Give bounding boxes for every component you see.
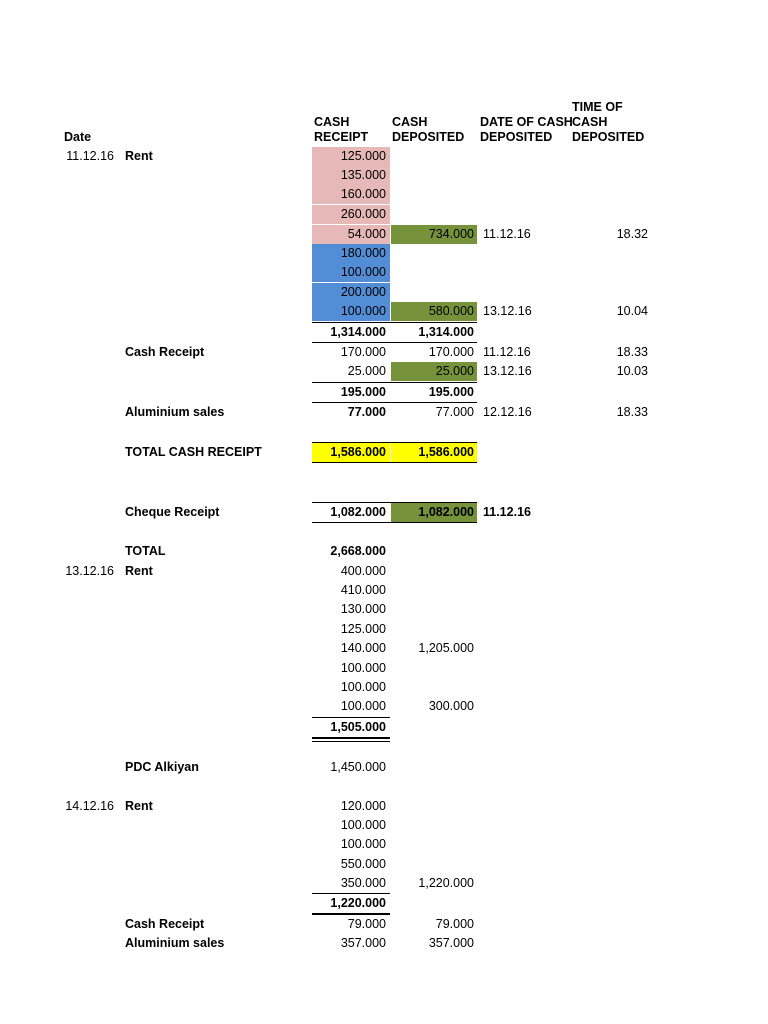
row-label: Rent: [125, 564, 153, 578]
total-top-line: [312, 442, 477, 443]
subtotal-top-line: [312, 382, 477, 383]
cash-deposited-cell: 1,220.000: [418, 876, 474, 890]
cash-receipt-cell: 1,586.000: [312, 443, 390, 462]
row-label: Cheque Receipt: [125, 505, 220, 519]
deposit-date-cell: 12.12.16: [483, 405, 532, 419]
deposit-time-cell: 18.33: [616, 405, 648, 419]
cash-receipt-cell: 260.000: [312, 205, 390, 224]
subtotal-top-line: [312, 322, 477, 323]
cash-receipt-cell: 25.000: [347, 364, 386, 378]
row-date: 13.12.16: [65, 564, 114, 578]
cash-receipt-cell: 100.000: [340, 680, 386, 694]
row-label: Aluminium sales: [125, 936, 225, 950]
cash-deposited-cell: 580.000: [391, 302, 477, 321]
cash-receipt-cell: 100.000: [340, 661, 386, 675]
deposit-time-cell: 10.03: [616, 364, 648, 378]
deposit-date-cell: 11.12.16: [483, 505, 531, 519]
cash-receipt-cell: 100.000: [312, 263, 390, 282]
cash-deposited-cell: 195.000: [428, 385, 474, 399]
cash-receipt-cell: 100.000: [340, 699, 386, 713]
header-date: Date: [64, 130, 92, 144]
cash-receipt-cell: 1,505.000: [330, 720, 386, 734]
cash-receipt-cell: 140.000: [340, 641, 386, 655]
deposit-time-cell: 10.04: [616, 304, 648, 318]
cash-receipt-cell: 170.000: [340, 345, 386, 359]
deposit-time-cell: 18.33: [616, 345, 648, 359]
deposit-time-cell: 18.32: [616, 227, 648, 241]
cash-receipt-cell: 160.000: [312, 185, 390, 204]
cash-receipt-cell: 200.000: [312, 283, 390, 302]
cash-receipt-cell: 357.000: [340, 936, 386, 950]
cash-deposited-cell: 1,205.000: [418, 641, 474, 655]
row-label: Cash Receipt: [125, 917, 205, 931]
subtotal-bottom-line: [312, 402, 477, 403]
cash-receipt-cell: 195.000: [340, 385, 386, 399]
cash-receipt-cell: 125.000: [340, 622, 386, 636]
row-label: Aluminium sales: [125, 405, 225, 419]
row-label: Rent: [125, 149, 153, 163]
cheque-top-line: [312, 502, 477, 503]
cash-receipt-cell: 100.000: [340, 818, 386, 832]
cash-receipt-cell: 400.000: [340, 564, 386, 578]
cash-receipt-cell: 130.000: [340, 602, 386, 616]
subtotal-top-line: [312, 717, 390, 718]
cash-deposited-cell: 300.000: [428, 699, 474, 713]
cash-receipt-cell: 1,220.000: [330, 896, 386, 910]
cash-receipt-cell: 135.000: [312, 166, 390, 185]
subtotal-double-line-lower: [312, 741, 390, 742]
cash-receipt-cell: 1,314.000: [330, 325, 386, 339]
subtotal-bottom-line: [312, 342, 477, 343]
cash-receipt-cell: 180.000: [312, 244, 390, 263]
cash-deposited-cell: 734.000: [391, 225, 477, 244]
subtotal-top-line: [312, 893, 390, 894]
cash-receipt-cell: 79.000: [347, 917, 386, 931]
row-label: TOTAL: [125, 544, 166, 558]
row-date: 14.12.16: [65, 799, 114, 813]
row-label: PDC Alkiyan: [125, 760, 199, 774]
cash-receipt-cell: 100.000: [340, 837, 386, 851]
total-bottom-line: [312, 462, 477, 463]
subtotal-double-line: [312, 737, 390, 739]
row-label: Rent: [125, 799, 153, 813]
cash-receipt-cell: 550.000: [340, 857, 386, 871]
cash-receipt-cell: 120.000: [340, 799, 386, 813]
subtotal-double-line: [312, 913, 390, 915]
cash-deposited-cell: 1,586.000: [391, 443, 477, 462]
cash-deposited-cell: 79.000: [435, 917, 474, 931]
header-cash-receipt: CASH RECEIPT: [314, 115, 369, 144]
header-date-of-cash-deposited: DATE OF CASH DEPOSITED: [480, 115, 573, 144]
cash-receipt-cell: 1,082.000: [330, 505, 386, 519]
row-date: 11.12.16: [66, 149, 114, 163]
header-cash-deposited: CASH DEPOSITED: [392, 115, 465, 144]
cash-receipt-cell: 77.000: [347, 405, 386, 419]
cash-receipt-cell: 350.000: [340, 876, 386, 890]
cheque-bottom-line: [312, 522, 477, 523]
cash-receipt-cell: 100.000: [312, 302, 390, 321]
cash-deposited-cell: 170.000: [428, 345, 474, 359]
deposit-date-cell: 13.12.16: [483, 304, 532, 318]
deposit-date-cell: 11.12.16: [483, 345, 531, 359]
cash-receipt-cell: 2,668.000: [330, 544, 386, 558]
deposit-date-cell: 11.12.16: [483, 227, 531, 241]
cash-deposited-cell: 1,314.000: [418, 325, 474, 339]
cash-receipt-cell: 54.000: [312, 225, 390, 244]
cash-deposited-cell: 357.000: [428, 936, 474, 950]
cash-deposited-cell: 1,082.000: [391, 503, 477, 522]
cash-receipt-cell: 125.000: [312, 147, 390, 166]
row-label: Cash Receipt: [125, 345, 205, 359]
cash-deposited-cell: 25.000: [391, 362, 477, 381]
cash-receipt-cell: 1,450.000: [330, 760, 386, 774]
deposit-date-cell: 13.12.16: [483, 364, 532, 378]
row-label: TOTAL CASH RECEIPT: [125, 445, 262, 459]
cash-deposited-cell: 77.000: [435, 405, 474, 419]
header-time-of-cash-deposited: TIME OF CASH DEPOSITED: [572, 100, 645, 144]
cash-receipt-cell: 410.000: [340, 583, 386, 597]
